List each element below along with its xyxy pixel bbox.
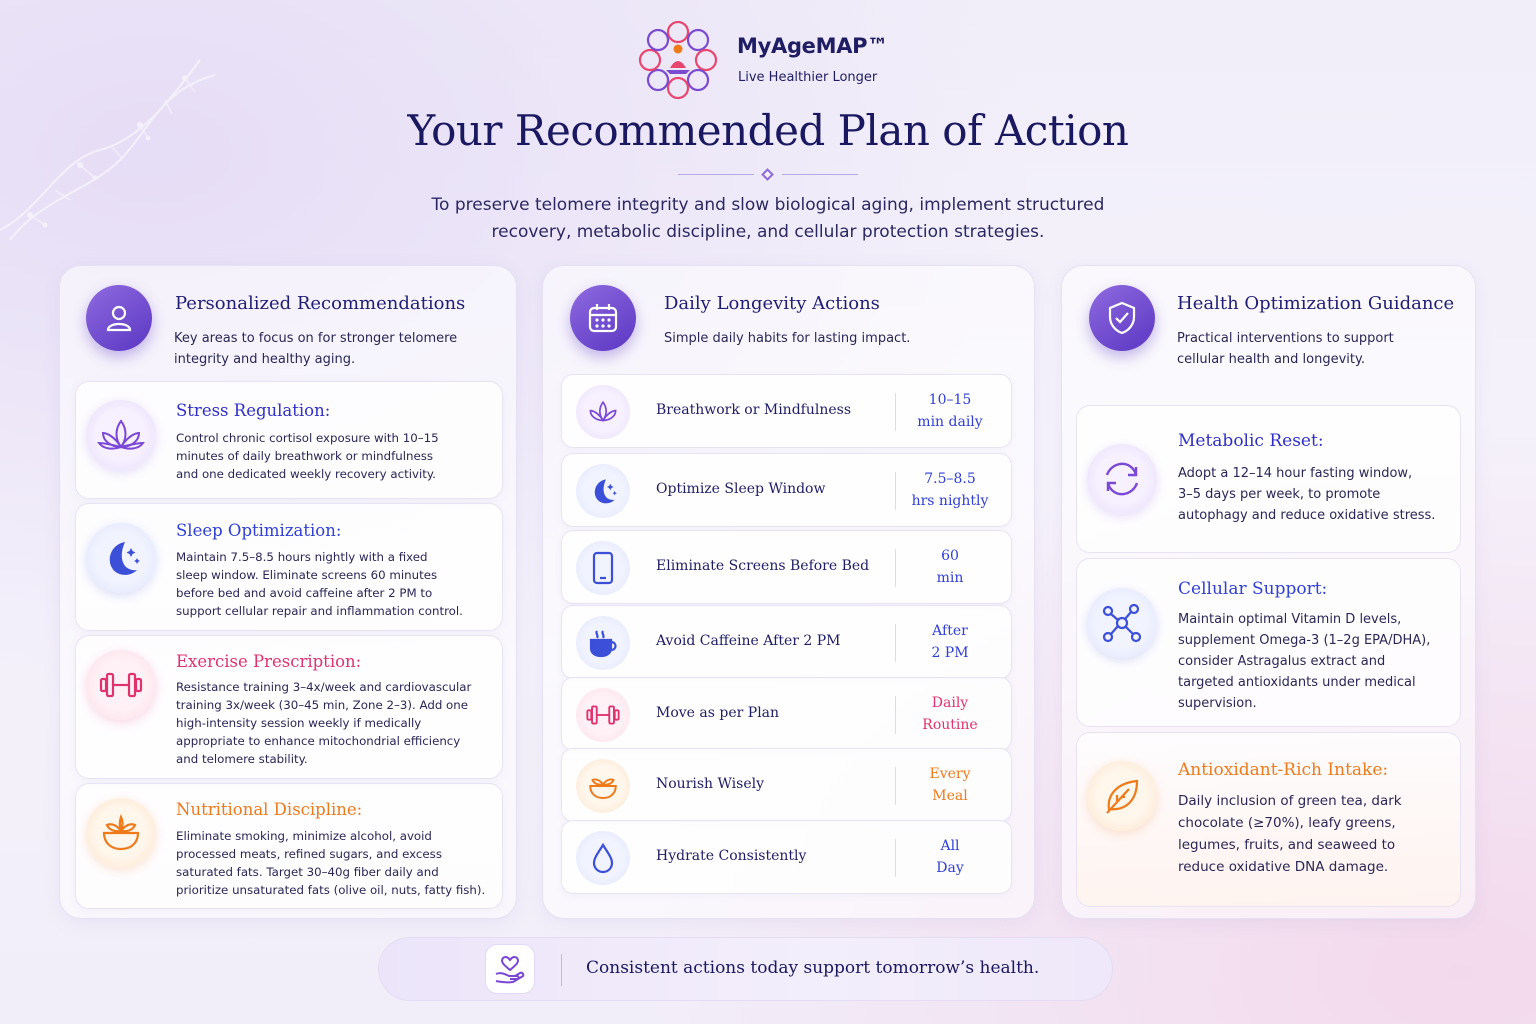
lotus-icon <box>576 385 630 439</box>
moon-icon <box>576 464 630 518</box>
moon-icon <box>86 523 156 593</box>
panel-description <box>1177 328 1394 370</box>
brand-name: MyAgeMAP™ <box>737 34 888 58</box>
desc-line: cellular health and longevity. <box>1177 352 1365 367</box>
person-icon <box>86 285 152 351</box>
action-value <box>896 620 1004 664</box>
personalized-recommendations-panel <box>59 265 517 919</box>
metabolic-reset-card <box>1076 405 1461 553</box>
body-line: targeted antioxidants under medical <box>1178 675 1416 690</box>
brand-tagline: Live Healthier Longer <box>738 70 878 85</box>
brand-logo-icon <box>636 18 720 102</box>
value-line: After <box>932 623 968 639</box>
card-title: Sleep Optimization: <box>176 521 342 540</box>
action-row <box>561 748 1012 822</box>
body-line: autophagy and reduce oxidative stress. <box>1178 508 1436 523</box>
body-line: high-intensity session weekly if medically <box>176 716 422 730</box>
health-optimization-guidance-panel <box>1061 265 1476 919</box>
value-line: All <box>940 838 960 854</box>
body-line: 3–5 days per week, to promote <box>1178 487 1381 502</box>
body-line: Control chronic cortisol exposure with 10–15 <box>176 431 439 445</box>
title-divider <box>678 174 858 177</box>
body-line: supervision. <box>1178 696 1257 711</box>
body-line: Maintain 7.5–8.5 hours nightly with a fixed <box>176 550 428 564</box>
body-line: minutes of daily breathwork or mindfulness <box>176 449 434 463</box>
body-line: sleep window. Eliminate screens 60 minutes <box>176 568 438 582</box>
subtitle-line: recovery, metabolic discipline, and cellular protection strategies. <box>491 222 1045 242</box>
card-title: Cellular Support: <box>1178 579 1328 599</box>
value-line: Day <box>936 860 964 876</box>
body-line: appropriate to enhance mitochondrial efficiency <box>176 734 461 748</box>
body-line: support cellular repair and inflammation control. <box>176 604 463 618</box>
card-body <box>1178 609 1430 714</box>
desc-line: Key areas to focus on for stronger telomere <box>174 331 458 346</box>
body-line: Daily inclusion of green tea, dark <box>1178 793 1402 809</box>
page-subtitle <box>0 192 1536 246</box>
exercise-prescription-card <box>75 635 503 779</box>
card-title: Nutritional Discipline: <box>176 800 363 819</box>
card-body <box>1178 790 1402 878</box>
card-body <box>176 429 439 483</box>
action-row <box>561 605 1012 679</box>
action-label: Nourish Wisely <box>656 776 764 792</box>
action-row <box>561 677 1012 751</box>
action-row <box>561 820 1012 894</box>
card-title: Stress Regulation: <box>176 401 331 420</box>
action-value <box>896 468 1004 512</box>
action-label: Optimize Sleep Window <box>656 481 826 497</box>
leaf-icon <box>1087 761 1157 831</box>
subtitle-line: To preserve telomere integrity and slow biological aging, implement structured <box>431 195 1105 215</box>
daily-longevity-actions-panel <box>542 265 1035 919</box>
card-title: Antioxidant-Rich Intake: <box>1178 760 1389 780</box>
lotus-icon <box>86 400 156 470</box>
action-label: Breathwork or Mindfulness <box>656 402 852 418</box>
body-line: reduce oxidative DNA damage. <box>1178 859 1389 875</box>
card-body <box>1178 463 1435 526</box>
molecule-icon <box>1087 588 1157 658</box>
value-line: Meal <box>932 788 968 804</box>
action-label: Avoid Caffeine After 2 PM <box>656 633 841 649</box>
action-value <box>896 763 1004 807</box>
desc-line: integrity and healthy aging. <box>174 352 356 367</box>
bowl-icon <box>576 759 630 813</box>
panel-description: Simple daily habits for lasting impact. <box>664 331 911 346</box>
card-body <box>176 827 485 899</box>
body-line: Maintain optimal Vitamin D levels, <box>1178 612 1402 627</box>
body-line: consider Astragalus extract and <box>1178 654 1386 669</box>
value-line: Daily <box>931 695 969 711</box>
body-line: processed meats, refined sugars, and excess <box>176 847 442 861</box>
action-label: Eliminate Screens Before Bed <box>656 558 870 574</box>
dumbbell-icon <box>86 650 156 720</box>
value-line: 60 <box>941 548 959 564</box>
body-line: before bed and avoid caffeine after 2 PM to <box>176 586 433 600</box>
card-body <box>176 678 471 768</box>
body-line: and one dedicated weekly recovery activity. <box>176 467 436 481</box>
value-line: hrs nightly <box>911 493 989 509</box>
calendar-icon <box>570 285 636 351</box>
panel-title: Daily Longevity Actions <box>664 293 880 314</box>
body-line: training 3x/week (30–45 min, Zone 2–3). Add one <box>176 698 469 712</box>
value-line: Routine <box>922 717 978 733</box>
body-line: legumes, fruits, and seaweed to <box>1178 837 1396 853</box>
action-label: Move as per Plan <box>656 705 780 721</box>
panel-description <box>174 328 457 370</box>
action-row <box>561 374 1012 448</box>
desc-line: Practical interventions to support <box>1177 331 1394 346</box>
value-line: 10–15 <box>928 392 972 408</box>
sleep-optimization-card <box>75 503 503 631</box>
card-title: Metabolic Reset: <box>1178 431 1324 451</box>
stress-regulation-card <box>75 381 503 499</box>
action-label: Hydrate Consistently <box>656 848 807 864</box>
nutritional-discipline-card <box>75 783 503 909</box>
body-line: Eliminate smoking, minimize alcohol, avoid <box>176 829 432 843</box>
cellular-support-card <box>1076 558 1461 727</box>
panel-title: Personalized Recommendations <box>175 293 466 314</box>
value-line: 7.5–8.5 <box>924 471 976 487</box>
action-value <box>896 835 1004 879</box>
dumbbell-icon <box>576 688 630 742</box>
body-line: Resistance training 3–4x/week and cardiovascular <box>176 680 472 694</box>
action-row <box>561 530 1012 604</box>
value-line: min daily <box>917 414 983 430</box>
value-line: Every <box>929 766 971 782</box>
phone-icon <box>576 541 630 595</box>
action-row <box>561 453 1012 527</box>
action-value <box>896 692 1004 736</box>
antioxidant-rich-intake-card <box>1076 732 1461 907</box>
body-line: chocolate (≥70%), leafy greens, <box>1178 815 1396 831</box>
card-title: Exercise Prescription: <box>176 652 362 671</box>
bowl-icon <box>86 798 156 868</box>
footer-banner <box>378 937 1113 1001</box>
shield-check-icon <box>1089 285 1155 351</box>
droplet-icon <box>576 831 630 885</box>
body-line: and telomere stability. <box>176 752 308 766</box>
body-line: Adopt a 12–14 hour fasting window, <box>1178 466 1413 481</box>
action-value <box>896 545 1004 589</box>
cycle-icon <box>1087 444 1157 514</box>
body-line: supplement Omega-3 (1–2g EPA/DHA), <box>1178 633 1431 648</box>
page-title: Your Recommended Plan of Action <box>407 106 1129 155</box>
card-body <box>176 548 463 620</box>
panel-title: Health Optimization Guidance <box>1177 293 1455 314</box>
value-line: min <box>936 570 964 586</box>
body-line: prioritize unsaturated fats (olive oil, nuts, fatty fish). <box>176 883 486 897</box>
footer-message: Consistent actions today support tomorrow’s health. <box>586 958 1040 978</box>
action-value <box>896 389 1004 433</box>
value-line: 2 PM <box>931 645 969 661</box>
heart-hand-icon <box>485 944 535 994</box>
body-line: saturated fats. Target 30–40g fiber daily and <box>176 865 439 879</box>
coffee-icon <box>576 616 630 670</box>
